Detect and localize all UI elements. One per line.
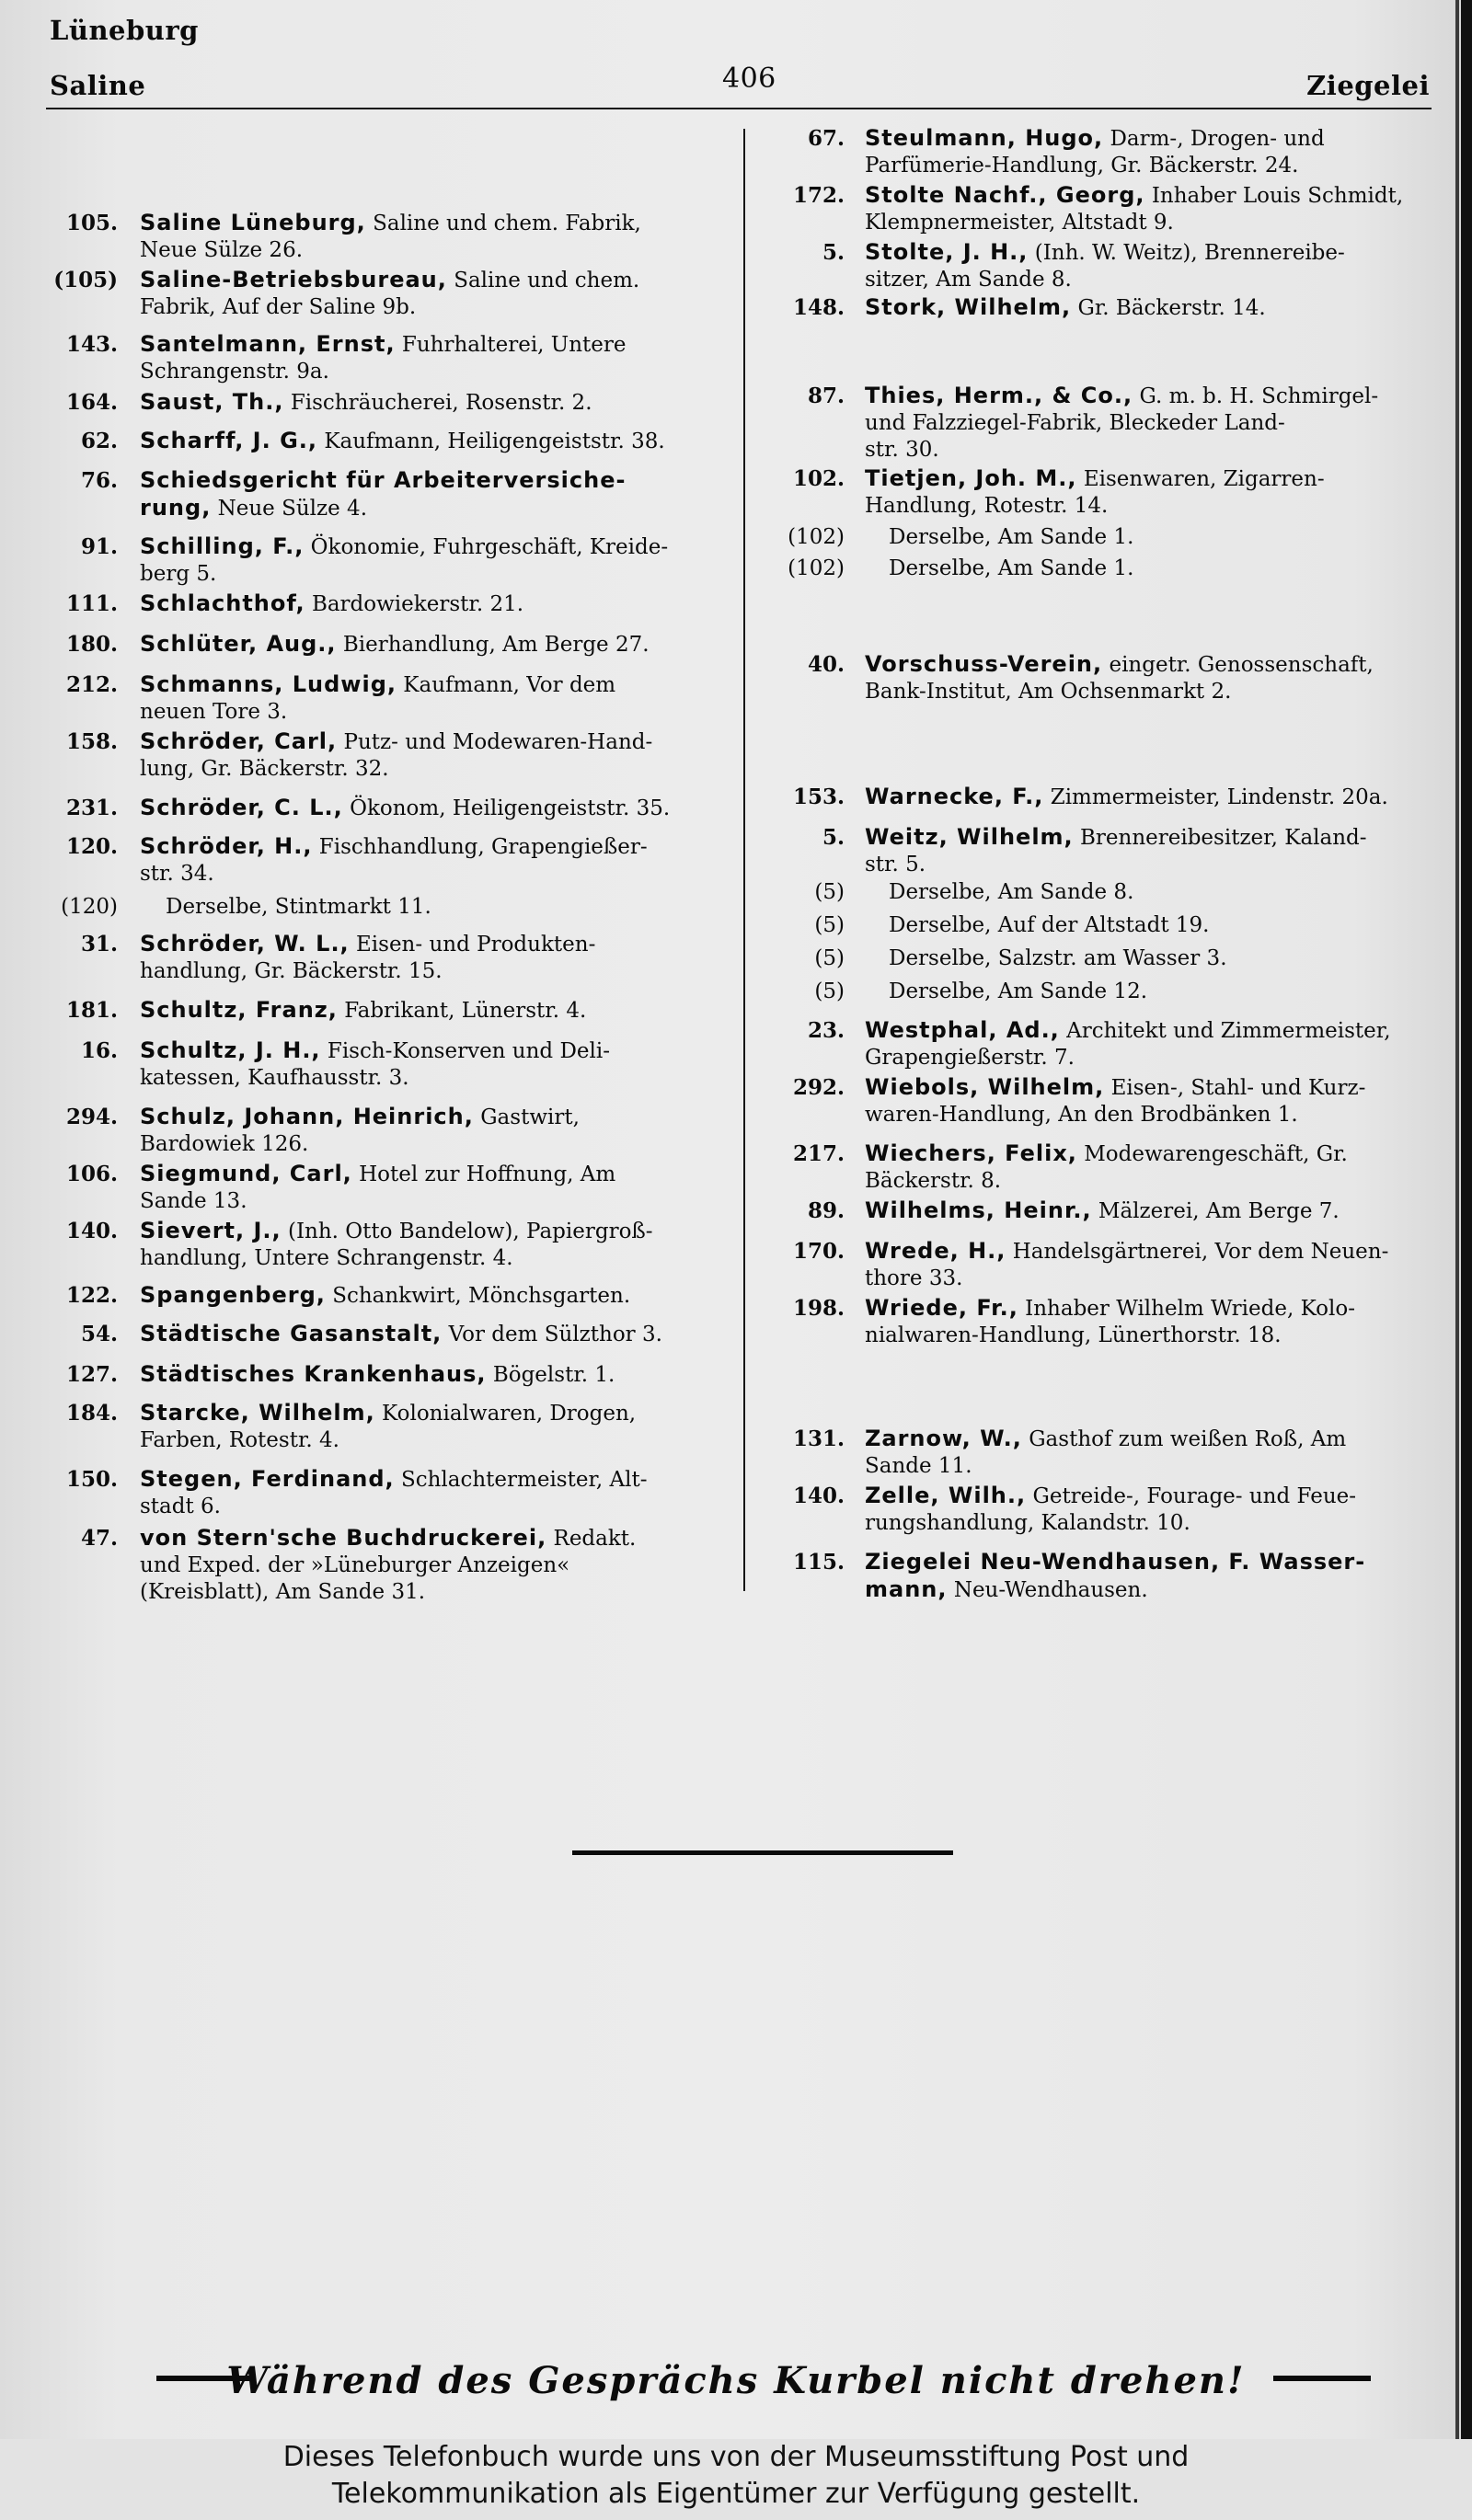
header-right-keyword: Ziegelei bbox=[1306, 70, 1430, 101]
listing-text bbox=[140, 1218, 729, 1272]
listing-number: 217. bbox=[792, 1141, 845, 1166]
listing-name: Stolte Nachf., Georg, bbox=[865, 182, 1145, 208]
listing-text bbox=[865, 383, 1435, 464]
column-divider bbox=[743, 129, 745, 1591]
listing-details: Derselbe, Am Sande 8. bbox=[889, 880, 1134, 904]
listing-number: 127. bbox=[65, 1362, 118, 1387]
listing-text bbox=[889, 879, 1459, 906]
listing-number: 140. bbox=[792, 1483, 845, 1508]
listing-name: Stegen, Ferdinand, bbox=[140, 1466, 395, 1492]
listing-name: Schröder, Carl, bbox=[140, 728, 338, 754]
listing-text bbox=[140, 1282, 729, 1310]
listing-details: Gasthof zum weißen Roß, Am Sande 11. bbox=[865, 1427, 1347, 1478]
listing-name: Spangenberg, bbox=[140, 1282, 326, 1308]
listing-entry bbox=[0, 728, 1472, 781]
listing-details: Inhaber Wilhelm Wriede, Kolo- nialwaren-Handlung, Lünerthorstr. 18. bbox=[865, 1297, 1355, 1347]
listing-text bbox=[140, 533, 729, 588]
listing-details: Bögelstr. 1. bbox=[492, 1363, 615, 1387]
listing-details: Eisen-, Stahl- und Kurz- waren-Handlung, An den Brodbänken 1. bbox=[865, 1076, 1366, 1127]
listing-name: Steulmann, Hugo, bbox=[865, 125, 1104, 151]
listing-name: Wiechers, Felix, bbox=[865, 1140, 1077, 1166]
listing-name: von Stern'sche Buchdruckerei, bbox=[140, 1525, 547, 1551]
page-edge-line bbox=[1455, 0, 1459, 2439]
listing-number: (5) bbox=[814, 946, 845, 970]
listing-entry bbox=[0, 590, 1472, 616]
listing-name: Stolte, J. H., bbox=[865, 239, 1029, 265]
listing-details: (Inh. W. Weitz), Brennereibe- sitzer, Am Sande 8. bbox=[865, 241, 1345, 292]
listing-details: Derselbe, Am Sande 12. bbox=[889, 979, 1148, 1003]
listing-details: Vor dem Sülzthor 3. bbox=[448, 1323, 662, 1346]
listing-number: 181. bbox=[65, 998, 118, 1023]
listing-number: 40. bbox=[807, 652, 845, 677]
listing-number: (120) bbox=[61, 895, 118, 919]
listing-name: Westphal, Ad., bbox=[865, 1017, 1060, 1043]
listing-text bbox=[140, 428, 729, 455]
listing-details: Brennereibesitzer, Kaland- str. 5. bbox=[865, 826, 1367, 876]
listing-text bbox=[889, 524, 1459, 551]
listing-text bbox=[140, 1525, 729, 1606]
listing-number: 153. bbox=[792, 785, 845, 809]
listing-number: 5. bbox=[822, 240, 845, 265]
listing-details: Saline und chem. Fabrik, Auf der Saline 9b. bbox=[140, 269, 640, 319]
attribution-band bbox=[0, 2439, 1472, 2520]
listing-text bbox=[865, 1017, 1435, 1071]
listing-number: 47. bbox=[80, 1526, 118, 1551]
listing-details: Neue Sülze 4. bbox=[217, 497, 368, 521]
listing-details: Ökonomie, Fuhrgeschäft, Kreide- berg 5. bbox=[140, 535, 669, 586]
listing-name: Schröder, H., bbox=[140, 833, 313, 859]
listing-entry bbox=[0, 1361, 1472, 1387]
listing-details: Fischräucherei, Rosenstr. 2. bbox=[290, 391, 592, 415]
page-number: 406 bbox=[722, 63, 776, 95]
listing-number: 31. bbox=[80, 932, 118, 956]
listing-name: Warnecke, F., bbox=[865, 784, 1044, 809]
listing-entry bbox=[0, 879, 1472, 904]
listing-details: Saline und chem. Fabrik, Neue Sülze 26. bbox=[140, 212, 641, 262]
listing-number: 62. bbox=[80, 429, 118, 453]
listing-name: Saline-Betriebsbureau, bbox=[140, 267, 447, 292]
listing-name: Saust, Th., bbox=[140, 389, 284, 415]
header-rule bbox=[46, 108, 1432, 109]
listing-text bbox=[865, 1295, 1435, 1349]
listing-details: Bierhandlung, Am Berge 27. bbox=[342, 633, 650, 657]
listing-text bbox=[140, 1400, 729, 1454]
listing-details: Darm-, Drogen- und Parfümerie-Handlung, Gr. Bäckerstr. 24. bbox=[865, 127, 1325, 178]
listing-details: Kolonialwaren, Drogen, Farben, Rotestr. 4. bbox=[140, 1402, 637, 1452]
listing-entry bbox=[0, 331, 1472, 384]
listing-name: Schultz, Franz, bbox=[140, 997, 338, 1023]
listing-name: Weitz, Wilhelm, bbox=[865, 824, 1074, 850]
listing-name: Saline Lüneburg, bbox=[140, 210, 366, 235]
listing-details: Hotel zur Hoffnung, Am Sande 13. bbox=[140, 1163, 616, 1213]
listing-number: 89. bbox=[807, 1198, 845, 1223]
listing-number: 184. bbox=[65, 1401, 118, 1426]
listing-details: Kaufmann, Vor dem neuen Tore 3. bbox=[140, 673, 616, 724]
listing-name: Schröder, W. L., bbox=[140, 931, 350, 956]
listing-number: 106. bbox=[65, 1162, 118, 1186]
listing-name: Tietjen, Joh. M., bbox=[865, 465, 1077, 491]
listing-text bbox=[865, 1238, 1435, 1292]
listing-text bbox=[865, 1549, 1435, 1604]
listing-name: Ziegelei Neu-Wendhausen, F. Wasser- mann, bbox=[865, 1549, 1366, 1602]
listing-number: 198. bbox=[792, 1296, 845, 1321]
listing-details: Derselbe, Am Sande 1. bbox=[889, 525, 1134, 549]
listing-number: 148. bbox=[792, 295, 845, 320]
listing-details: Eisenwaren, Zigarren- Handlung, Rotestr. 14. bbox=[865, 467, 1325, 518]
listing-name: Vorschuss-Verein, bbox=[865, 651, 1103, 677]
listing-name: Wiebols, Wilhelm, bbox=[865, 1074, 1105, 1100]
listing-text bbox=[140, 590, 729, 618]
listing-details: Architekt und Zimmermeister, Grapengießerstr. 7. bbox=[865, 1019, 1391, 1070]
listing-number: 91. bbox=[80, 534, 118, 559]
listing-name: Scharff, J. G., bbox=[140, 428, 318, 453]
listing-number: 158. bbox=[65, 729, 118, 754]
listing-details: Derselbe, Auf der Altstadt 19. bbox=[889, 913, 1210, 937]
listing-details: Zimmermeister, Lindenstr. 20a. bbox=[1050, 785, 1388, 809]
listing-number: 294. bbox=[65, 1105, 118, 1129]
listing-number: (5) bbox=[814, 880, 845, 904]
listing-text bbox=[140, 728, 729, 783]
listing-text bbox=[865, 1483, 1435, 1537]
listing-name: Santelmann, Ernst, bbox=[140, 331, 396, 357]
listing-details: Derselbe, Stintmarkt 11. bbox=[166, 895, 431, 919]
listing-name: Zarnow, W., bbox=[865, 1426, 1022, 1451]
listing-text bbox=[140, 389, 729, 417]
listing-text bbox=[166, 894, 754, 921]
listing-details: Schlachtermeister, Alt- stadt 6. bbox=[140, 1468, 648, 1518]
listing-details: Redakt. und Exped. der »Lüneburger Anzeigen« (Kreisblatt), Am Sande 31. bbox=[140, 1527, 637, 1604]
end-rule bbox=[572, 1850, 953, 1855]
header-left-keyword: Saline bbox=[50, 70, 146, 101]
listing-name: Wrede, H., bbox=[865, 1238, 1006, 1264]
listing-name: Siegmund, Carl, bbox=[140, 1161, 352, 1186]
listing-text bbox=[140, 931, 729, 985]
listing-number: 131. bbox=[792, 1426, 845, 1451]
listing-text bbox=[889, 945, 1459, 972]
listing-text bbox=[140, 631, 729, 659]
listing-text bbox=[865, 1140, 1435, 1195]
listing-number: 16. bbox=[80, 1038, 118, 1063]
listing-text bbox=[140, 1161, 729, 1215]
listing-entry bbox=[0, 1197, 1472, 1223]
listing-text bbox=[865, 239, 1435, 293]
listing-text bbox=[889, 912, 1459, 939]
listing-name: Wilhelms, Heinr., bbox=[865, 1197, 1092, 1223]
listing-details: Gr. Bäckerstr. 14. bbox=[1077, 296, 1266, 320]
listing-details: Derselbe, Am Sande 1. bbox=[889, 556, 1134, 580]
listing-name: Schröder, C. L., bbox=[140, 795, 343, 820]
listing-text bbox=[889, 556, 1459, 582]
listing-text bbox=[140, 467, 729, 522]
listing-details: Ökonom, Heiligengeiststr. 35. bbox=[350, 796, 671, 820]
listing-number: 150. bbox=[65, 1467, 118, 1492]
listing-details: Fisch-Konserven und Deli- katessen, Kaufhausstr. 3. bbox=[140, 1039, 611, 1090]
listing-details: Getreide-, Fourage- und Feue- rungshandlung, Kalandstr. 10. bbox=[865, 1484, 1357, 1535]
listing-text bbox=[140, 210, 729, 264]
listing-details: Derselbe, Salzstr. am Wasser 3. bbox=[889, 946, 1227, 970]
listing-name: Starcke, Wilhelm, bbox=[140, 1400, 375, 1426]
listing-name: Thies, Herm., & Co., bbox=[865, 383, 1133, 408]
listing-text bbox=[140, 1104, 729, 1158]
listing-details: eingetr. Genossenschaft, Bank-Institut, Am Ochsenmarkt 2. bbox=[865, 653, 1374, 704]
listing-details: Gastwirt, Bardowiek 126. bbox=[140, 1105, 580, 1156]
listing-text bbox=[140, 331, 729, 385]
listing-name: Stork, Wilhelm, bbox=[865, 294, 1072, 320]
listing-details: Neu-Wendhausen. bbox=[953, 1578, 1148, 1602]
listing-text bbox=[865, 1197, 1435, 1225]
listing-number: (102) bbox=[788, 556, 845, 580]
listing-name: Städtisches Krankenhaus, bbox=[140, 1361, 487, 1387]
listing-number: 180. bbox=[65, 632, 118, 657]
listing-text bbox=[865, 651, 1435, 705]
listing-text bbox=[140, 1037, 729, 1092]
listing-text bbox=[865, 182, 1435, 236]
listing-text bbox=[140, 997, 729, 1025]
listing-details: (Inh. Otto Bandelow), Papiergroß- handlung, Untere Schrangenstr. 4. bbox=[140, 1220, 653, 1270]
listing-number: (5) bbox=[814, 979, 845, 1003]
page-edge-shadow bbox=[1461, 0, 1472, 2439]
listing-text bbox=[140, 671, 729, 726]
listing-name: Schultz, J. H., bbox=[140, 1037, 321, 1063]
listing-number: 76. bbox=[80, 468, 118, 493]
listing-text bbox=[865, 784, 1435, 811]
listing-text bbox=[889, 979, 1459, 1005]
listing-number: 67. bbox=[807, 126, 845, 151]
listing-name: Schilling, F., bbox=[140, 533, 305, 559]
listing-number: 54. bbox=[80, 1322, 118, 1346]
listing-number: 140. bbox=[65, 1219, 118, 1243]
listing-name: Städtische Gasanstalt, bbox=[140, 1321, 443, 1346]
listing-details: G. m. b. H. Schmirgel- und Falzziegel-Fabrik, Bleckeder Land- str. 30. bbox=[865, 384, 1379, 462]
listing-details: Bardowiekerstr. 21. bbox=[311, 592, 524, 616]
listing-text bbox=[865, 125, 1435, 179]
listing-details: Schankwirt, Mönchsgarten. bbox=[332, 1284, 631, 1308]
listing-number: 143. bbox=[65, 332, 118, 357]
listing-number: (105) bbox=[53, 268, 118, 292]
listing-number: 120. bbox=[65, 834, 118, 859]
footer-dash-right bbox=[1273, 2376, 1371, 2381]
listing-name: Schlüter, Aug., bbox=[140, 631, 337, 657]
listing-details: Fischhandlung, Grapengießer- str. 34. bbox=[140, 835, 648, 886]
listing-name: Schmanns, Ludwig, bbox=[140, 671, 397, 697]
footer-note: Während des Gesprächs Kurbel nicht drehen! bbox=[226, 2359, 1246, 2402]
listing-number: (5) bbox=[814, 913, 845, 937]
header-city: Lüneburg bbox=[50, 15, 199, 46]
listing-text bbox=[140, 1321, 729, 1348]
listing-name: Schulz, Johann, Heinrich, bbox=[140, 1104, 474, 1129]
listing-number: 5. bbox=[822, 825, 845, 850]
listing-text bbox=[865, 824, 1435, 878]
listing-details: Fuhrhalterei, Untere Schrangenstr. 9a. bbox=[140, 333, 627, 384]
listing-details: Modewarengeschäft, Gr. Bäckerstr. 8. bbox=[865, 1142, 1348, 1193]
listing-name: Sievert, J., bbox=[140, 1218, 282, 1243]
attribution-line-1: Dieses Telefonbuch wurde uns von der Museumsstiftung Post und bbox=[282, 2441, 1190, 2473]
listing-number: 111. bbox=[65, 591, 118, 616]
listing-text bbox=[140, 1361, 729, 1389]
listing-number: 122. bbox=[65, 1283, 118, 1308]
listing-details: Kaufmann, Heiligengeiststr. 38. bbox=[324, 430, 665, 453]
listing-number: 292. bbox=[792, 1075, 845, 1100]
listing-details: Handelsgärtnerei, Vor dem Neuen- thore 33. bbox=[865, 1240, 1389, 1290]
listing-text bbox=[865, 465, 1435, 520]
listing-name: Zelle, Wilh., bbox=[865, 1483, 1027, 1508]
listing-number: 170. bbox=[792, 1239, 845, 1264]
listing-name: Wriede, Fr., bbox=[865, 1295, 1018, 1321]
listing-number: 105. bbox=[65, 211, 118, 235]
listing-entry bbox=[0, 631, 1472, 657]
listing-text bbox=[865, 1426, 1435, 1480]
listing-details: Inhaber Louis Schmidt, Klempnermeister, Altstadt 9. bbox=[865, 184, 1404, 235]
listing-number: 115. bbox=[792, 1550, 845, 1575]
listing-text bbox=[865, 294, 1435, 322]
listing-details: Fabrikant, Lünerstr. 4. bbox=[344, 999, 587, 1023]
listing-number: (102) bbox=[788, 525, 845, 549]
listing-number: 23. bbox=[807, 1018, 845, 1043]
listing-text bbox=[140, 1466, 729, 1520]
listing-details: Eisen- und Produkten- handlung, Gr. Bäckerstr. 15. bbox=[140, 933, 596, 983]
listing-text bbox=[140, 795, 729, 822]
listing-text bbox=[865, 1074, 1435, 1128]
listing-details: Mälzerei, Am Berge 7. bbox=[1098, 1199, 1340, 1223]
attribution-line-2: Telekommunikation als Eigentümer zur Verfügung gestellt. bbox=[331, 2478, 1141, 2510]
listing-details: Putz- und Modewaren-Hand- lung, Gr. Bäckerstr. 32. bbox=[140, 730, 653, 781]
listing-number: 102. bbox=[792, 466, 845, 491]
listing-entry bbox=[0, 125, 1472, 178]
listing-number: 172. bbox=[792, 183, 845, 208]
listing-entry bbox=[0, 912, 1472, 937]
listing-number: 231. bbox=[65, 796, 118, 820]
listing-number: 164. bbox=[65, 390, 118, 415]
listing-number: 87. bbox=[807, 384, 845, 408]
listing-name: Schlachthof, bbox=[140, 590, 305, 616]
listing-number: 212. bbox=[65, 672, 118, 697]
listing-name: Schiedsgericht für Arbeiterversiche- rung, bbox=[140, 467, 627, 521]
